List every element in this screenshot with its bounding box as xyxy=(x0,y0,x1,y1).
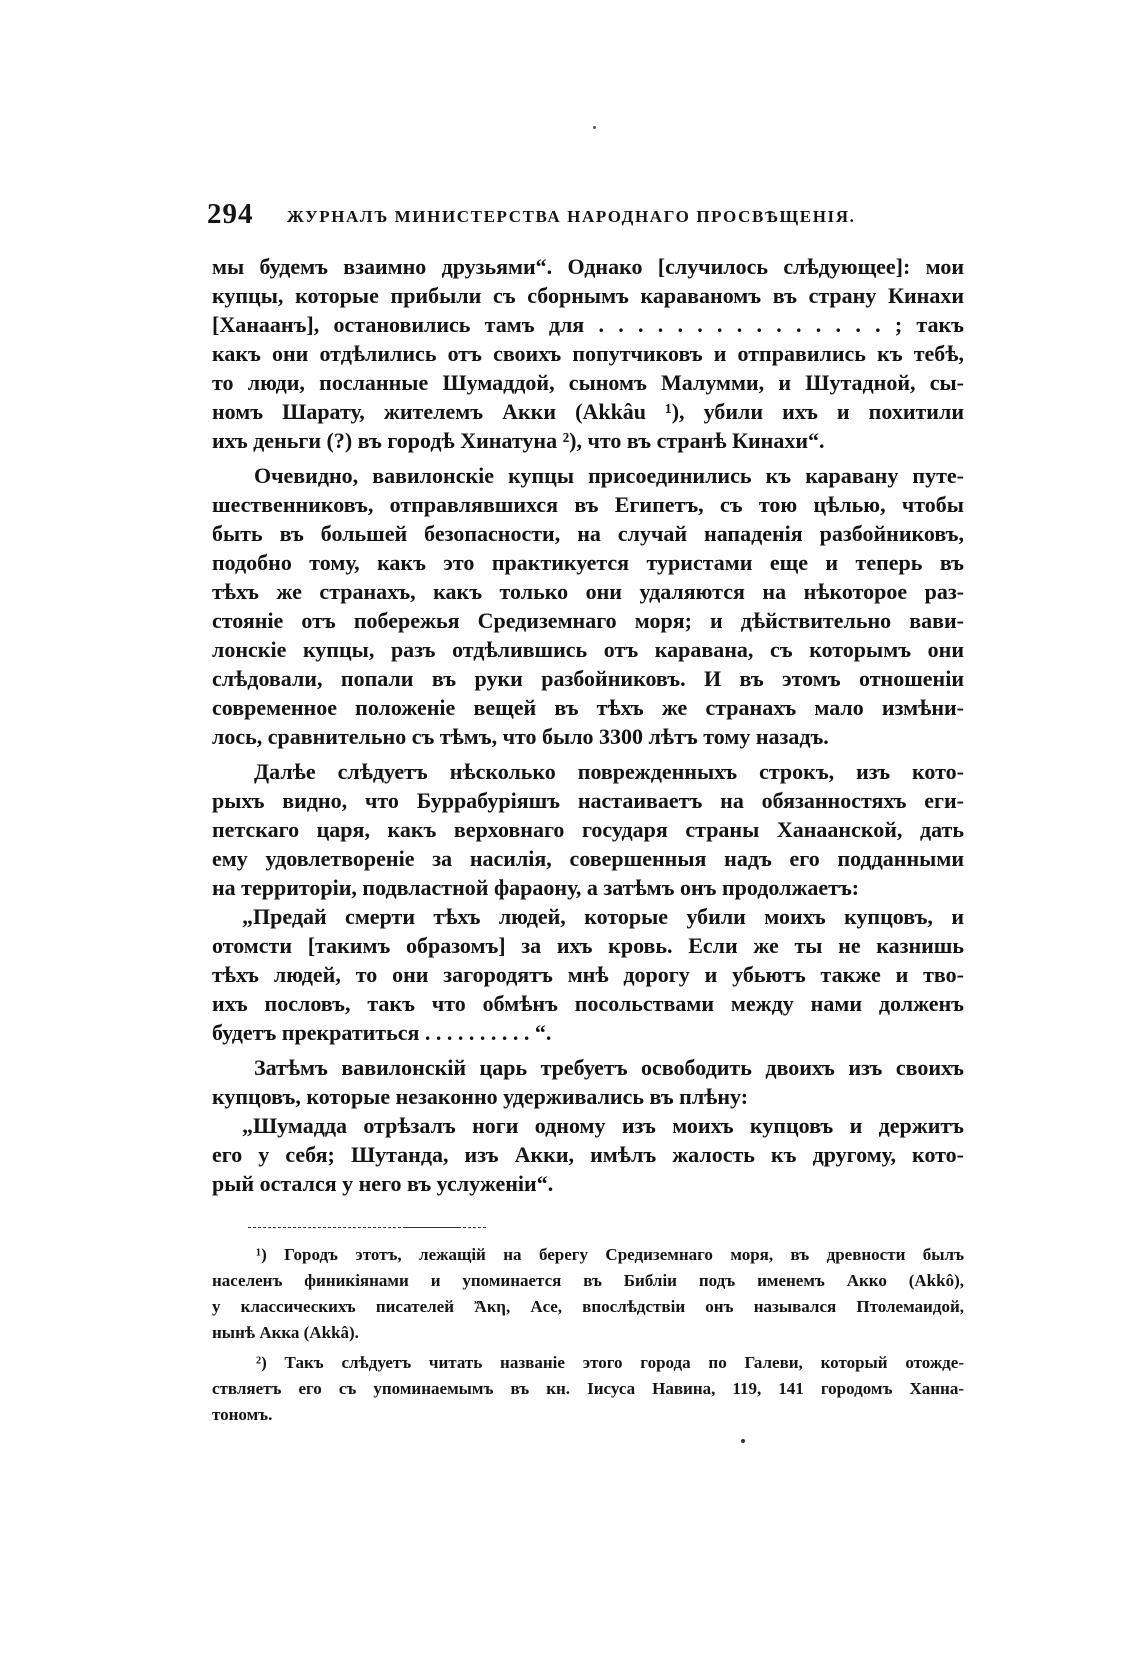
quote-2 xyxy=(212,1111,964,1198)
footnote-divider-segment xyxy=(403,1227,458,1228)
text-line: подобно тому, какъ это практикуется туристами еще и теперь въ xyxy=(212,550,964,575)
page-number: 294 xyxy=(207,198,254,230)
text-line: тѣхъ людей, то они загородятъ мнѣ дорогу и убьютъ также и тво- xyxy=(212,962,964,987)
footnote-line: тономъ. xyxy=(212,1405,273,1424)
text-line: купцы, которые прибыли съ сборнымъ караваномъ въ страну Кинахи xyxy=(212,283,964,308)
text-line: будетъ прекратиться . . . . . . . . . . “. xyxy=(212,1020,552,1045)
text-line: „Шумадда отрѣзалъ ноги одному изъ моихъ купцовъ и держитъ xyxy=(242,1113,964,1138)
text-line: лонскіе купцы, разъ отдѣлившись отъ каравана, съ которымъ они xyxy=(212,637,964,662)
text-line: ему удовлетвореніе за насилія, совершенныя надъ его подданными xyxy=(212,846,964,871)
paragraph-1 xyxy=(212,252,964,455)
text-line: „Предай смерти тѣхъ людей, которые убили моихъ купцовъ, и xyxy=(242,904,964,929)
text-line: его у себя; Шутанда, изъ Акки, имѣлъ жалость къ другому, кото- xyxy=(212,1142,964,1167)
speck-mark xyxy=(593,126,596,129)
text-line: Затѣмъ вавилонскій царь требуетъ освободить двоихъ изъ своихъ xyxy=(254,1055,964,1080)
footnote-2 xyxy=(212,1350,964,1428)
footnote-line: ¹) Городъ этотъ, лежащій на берегу Средиземнаго моря, въ древности былъ xyxy=(256,1245,964,1264)
main-text xyxy=(212,252,964,1198)
footnote-line: ствляетъ его съ упоминаемымъ въ кн. Іисуса Навина, 119, 141 городомъ Ханна- xyxy=(212,1379,964,1398)
footnote-1 xyxy=(212,1242,964,1346)
text-line: номъ Шарату, жителемъ Акки (Akkâu ¹), убили ихъ и похитили xyxy=(212,399,964,424)
text-line: [Ханаанъ], остановились тамъ для . . . . . . . . . . . . . . . ; такъ xyxy=(212,312,964,337)
text-line: петскаго царя, какъ верховнаго государя страны Ханаанской, дать xyxy=(212,817,964,842)
paragraph-5 xyxy=(212,1053,964,1111)
text-line: слѣдовали, попали въ руки разбойниковъ. И въ этомъ отношеніи xyxy=(212,666,964,691)
paragraph-2 xyxy=(212,461,964,751)
text-line: рый остался у него въ услуженіи“. xyxy=(212,1171,554,1196)
footnote-line: нынѣ Акка (Akkâ). xyxy=(212,1323,359,1342)
text-line: рыхъ видно, что Буррабуріяшъ настаиваетъ на обязанностяхъ еги- xyxy=(212,788,964,813)
text-line: купцовъ, которые незаконно удерживались въ плѣну: xyxy=(212,1084,749,1109)
text-line: Далѣе слѣдуетъ нѣсколько поврежденныхъ строкъ, изъ кото- xyxy=(254,759,964,784)
text-line: стояніе отъ побережья Средиземнаго моря; и дѣйствительно вави- xyxy=(212,608,964,633)
text-line: быть въ большей безопасности, на случай нападенія разбойниковъ, xyxy=(212,521,964,546)
footnote-line: у классическихъ писателей Ἄκη, Ace, впослѣдствіи онъ назывался Птолемаидой, xyxy=(212,1297,964,1316)
text-line: отомсти [такимъ образомъ] за ихъ кровь. Если же ты не казнишь xyxy=(212,933,964,958)
quote-1 xyxy=(212,902,964,1047)
text-line: какъ они отдѣлились отъ своихъ попутчиковъ и отправились къ тебѣ, xyxy=(212,341,964,366)
speck-mark xyxy=(741,1439,745,1443)
footnote-line: ²) Такъ слѣдуетъ читать названіе этого города по Галеви, который отожде- xyxy=(256,1353,964,1372)
text-line: на территоріи, подвластной фараону, а затѣмъ онъ продолжаетъ: xyxy=(212,875,860,900)
text-line: современное положеніе вещей въ тѣхъ же странахъ мало измѣни- xyxy=(212,695,964,720)
text-line: то люди, посланные Шумаддой, сыномъ Малумми, и Шутадной, сы- xyxy=(212,370,964,395)
text-line: Очевидно, вавилонскіе купцы присоединились къ каравану путе- xyxy=(254,463,964,488)
text-line: ихъ пословъ, такъ что обмѣнъ посольствами между нами долженъ xyxy=(212,991,964,1016)
running-head: ЖУРНАЛЪ МИНИСТЕРСТВА НАРОДНАГО ПРОСВѢЩЕНІЯ. xyxy=(287,207,856,226)
text-line: мы будемъ взаимно друзьями“. Однако [случилось слѣдующее]: мои xyxy=(212,254,964,279)
text-line: ихъ деньги (?) въ городѣ Хинатуна ²), что въ странѣ Кинахи“. xyxy=(212,428,825,453)
footnotes xyxy=(212,1242,964,1428)
text-line: шественниковъ, отправлявшихся въ Египетъ, съ тою цѣлью, чтобы xyxy=(212,492,964,517)
paragraph-3 xyxy=(212,757,964,902)
footnote-line: населенъ финикіянами и упоминается въ Библіи подъ именемъ Акко (Akkô), xyxy=(212,1271,964,1290)
text-line: тѣхъ же странахъ, какъ только они удаляются на нѣкоторое раз- xyxy=(212,579,964,604)
text-line: лось, сравнительно съ тѣмъ, что было 3300 лѣтъ тому назадъ. xyxy=(212,724,829,749)
page-header xyxy=(207,198,967,238)
